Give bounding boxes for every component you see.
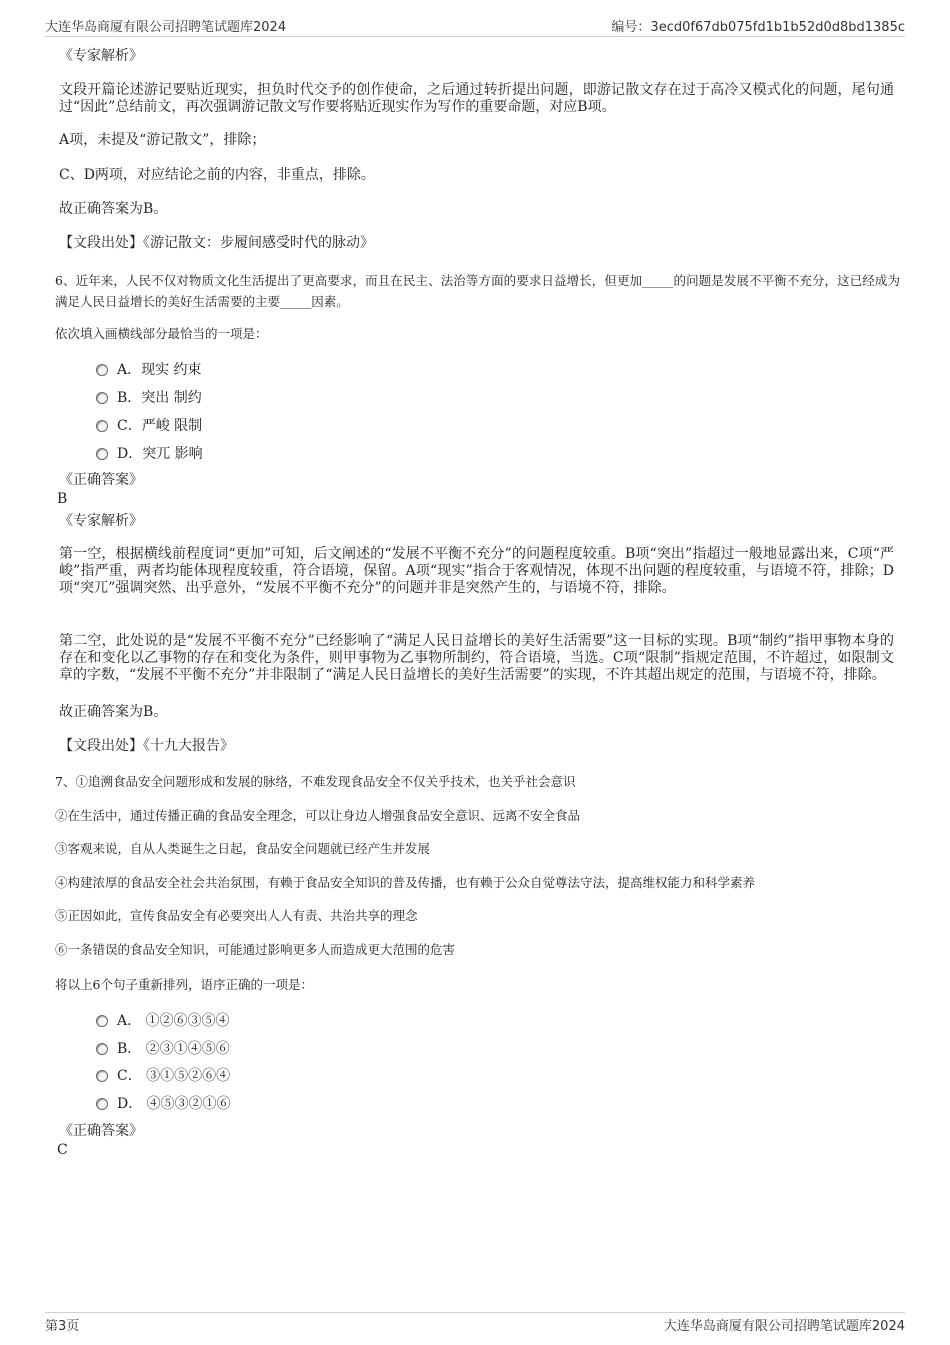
q5-source: 【文段出处】《游记散文：步履间感受时代的脉动》 [59,235,374,251]
q5-analysis-paragraph-2: A项，未提及“游记散文”，排除； [59,132,266,148]
q5-analysis-paragraph-3: C、D两项，对应结论之前的内容，非重点，排除。 [59,167,375,183]
q7-option-d-label: D． ④⑤③②①⑥ [117,1096,231,1112]
q7-sentence-4: ④构建浓厚的食品安全社会共治氛围，有赖于食品安全知识的普及传播，也有赖于公众自觉尊法守法，提高维权能力和科学素养 [55,875,756,890]
q6-analysis-label: 《专家解析》 [59,513,143,529]
q7-sentence-1: 7、①追溯食品安全问题形成和发展的脉络，不难发现食品安全不仅关乎技术，也关乎社会意识 [55,774,576,789]
q6-stem: 6、近年来，人民不仅对物质文化生活提出了更高要求，而且在民主、法治等方面的要求日益增长，但更加_____的问题是发展不平衡不充分，这已经成为满足人民日益增长的美好生活需要的主要_____因素。 [55,273,900,309]
radio-button-icon[interactable] [96,420,108,432]
radio-button-icon[interactable] [96,448,108,460]
q6-source: 【文段出处】《十九大报告》 [59,738,234,754]
radio-button-icon[interactable] [96,1043,108,1055]
q7-answer-value: C [57,1142,68,1158]
q5-analysis-paragraph-4: 故正确答案为B。 [59,201,168,217]
radio-button-icon[interactable] [96,1070,108,1082]
q6-prompt: 依次填入画横线部分最恰当的一项是： [55,326,268,341]
header-title: 大连华岛商厦有限公司招聘笔试题库2024 [45,20,287,35]
q7-option-a-label: A． ①②⑥③⑤④ [117,1013,230,1029]
q7-sentence-2: ②在生活中，通过传播正确的食品安全理念，可以让身边人增强食品安全意识、远离不安全食品 [55,808,581,823]
q6-option-b-label: B．突出 制约 [117,390,202,406]
q6-option-d-label: D．突兀 影响 [117,446,203,462]
radio-button-icon[interactable] [96,1015,108,1027]
q7-answer-label: 《正确答案》 [59,1123,143,1139]
document-id: 编号：3ecd0f67db075fd1b1b52d0d8bd1385c [611,20,905,35]
footer-title: 大连华岛商厦有限公司招聘笔试题库2024 [663,1319,905,1334]
q5-analysis-paragraph-1: 文段开篇论述游记要贴近现实，担负时代交予的创作使命，之后通过转折提出问题，即游记散文存在过于高冷又模式化的问题，尾句通过“因此”总结前文，再次强调游记散文写作要将贴近现实作为写作的重要命题，对应B项。 [59,82,894,115]
q6-answer-label: 《正确答案》 [59,472,143,488]
q7-option-c-label: C． ③①⑤②⑥④ [117,1068,231,1084]
radio-button-icon[interactable] [96,364,108,376]
q6-option-c-label: C．严峻 限制 [117,418,203,434]
q6-option-a-label: A．现实 约束 [117,362,202,378]
radio-button-icon[interactable] [96,392,108,404]
q7-option-b-label: B． ②③①④⑤⑥ [117,1041,230,1057]
q6-analysis-paragraph-2: 第二空，此处说的是“发展不平衡不充分”已经影响了“满足人民日益增长的美好生活需要”这一目标的实现。B项“制约”指甲事物本身的存在和变化以乙事物的存在和变化为条件，则甲事物为乙事物所制约，符合语境，当选。C项“限制”指规定范围，不许超过，如限制文章的字数，“发展不平衡不充分”并非限制了“满足人民日益增长的美好生活需要”的实现，不许其超出规定的范围，与语境不符，排除。 [59,633,894,683]
page-header [45,14,905,37]
q6-answer-value: B [57,491,68,507]
q7-sentence-3: ③客观来说，自从人类诞生之日起，食品安全问题就已经产生并发展 [55,841,431,856]
page-footer [45,1312,905,1337]
q5-analysis-label: 《专家解析》 [59,48,143,64]
q6-analysis-paragraph-1: 第一空，根据横线前程度词“更加”可知，后文阐述的“发展不平衡不充分”的问题程度较重。B项“突出”指超过一般地显露出来，C项“严峻”指严重，两者均能体现程度较重，符合语境，保留。A项“现实”指合于客观情况，体现不出问题的程度较重，与语境不符，排除；D项“突兀”强调突然、出乎意外，“发展不平衡不充分”的问题并非是突然产生的，与语境不符，排除。 [59,546,894,596]
q7-sentence-5: ⑤正因如此，宣传食品安全有必要突出人人有责、共治共享的理念 [55,908,418,923]
q7-sentence-6: ⑥一条错误的食品安全知识，可能通过影响更多人而造成更大范围的危害 [55,942,456,957]
q6-analysis-paragraph-3: 故正确答案为B。 [59,704,168,720]
page-number: 第3页 [45,1319,80,1334]
q7-prompt: 将以上6个句子重新排列，语序正确的一项是： [55,977,313,992]
radio-button-icon[interactable] [96,1098,108,1110]
